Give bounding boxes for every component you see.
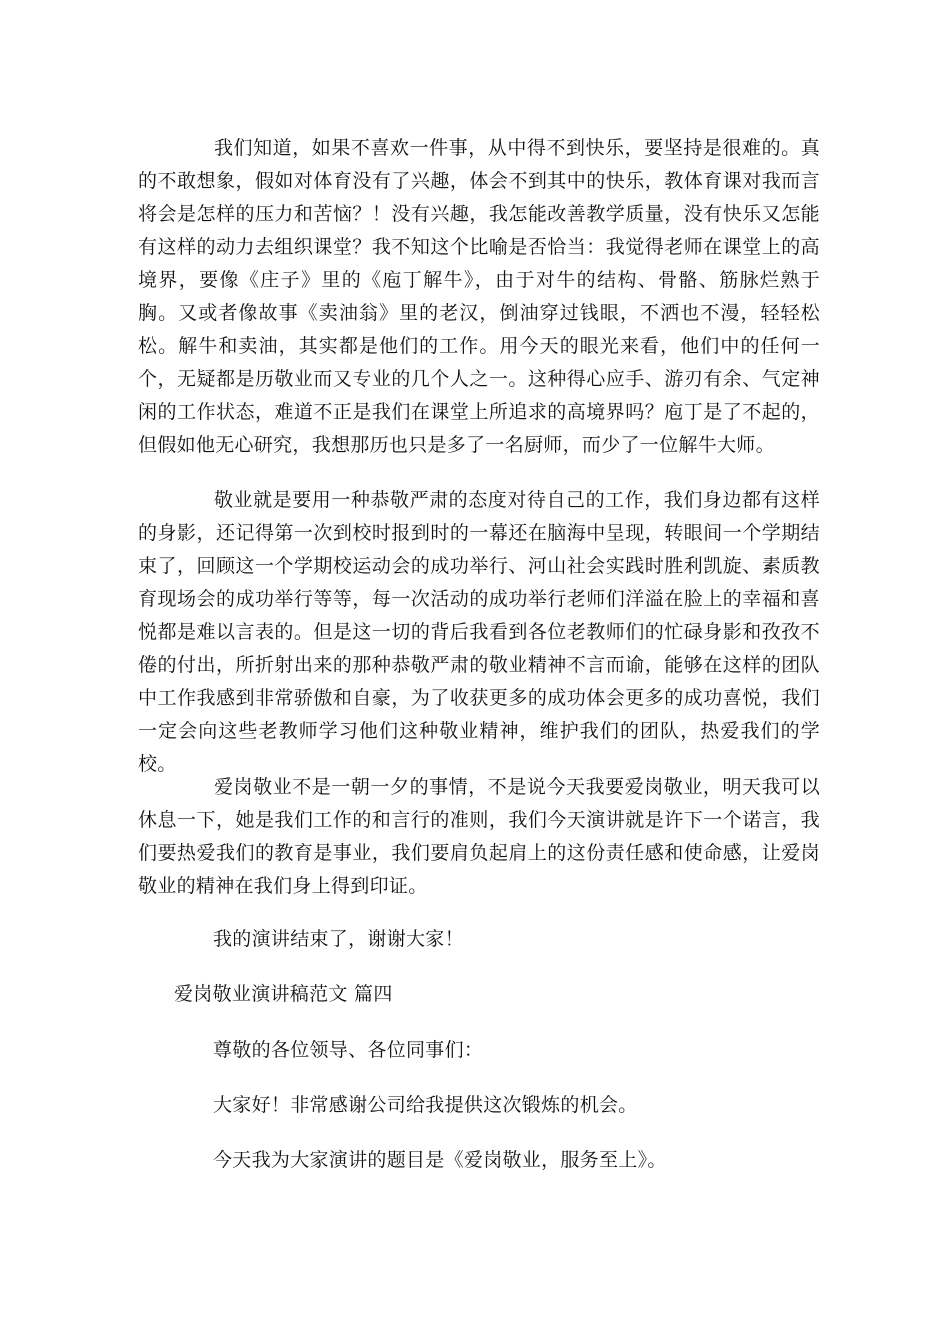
section-heading: 爱岗敬业演讲稿范文 篇四 <box>174 983 393 1005</box>
closing-line: 我的演讲结束了，谢谢大家！ <box>213 928 464 950</box>
greeting-line: 大家好！非常感谢公司给我提供这次锻炼的机会。 <box>213 1094 638 1116</box>
body-paragraph-1: 我们知道，如果不喜欢一件事，从中得不到快乐，要坚持是很难的。真的不敢想象，假如对体育没有了兴趣，体会不到其中的快乐，教体育课对我而言将会是怎样的压力和苦恼？！没有兴趣，我怎能改善教学质量，没有快乐又怎能有这样的动力去组织课堂？我不知这个比喻是否恰当：我觉得老师在课堂上的高境界，要像《庄子》里的《庖丁解牛》，由于对牛的结构、骨骼、筋脉烂熟于胸。又或者像故事《卖油翁》里的老汉，倒油穿过钱眼，不洒也不漫，轻轻松松。解牛和卖油，其实都是他们的工作。用今天的眼光来看，他们中的任何一个，无疑都是历敬业而又专业的几个人之一。这种得心应手、游刃有余、气定神闲的工作状态，难道不正是我们在课堂上所追求的高境界吗？庖丁是了不起的，但假如他无心研究，我想那历也只是多了一名厨师，而少了一位解牛大师。 <box>138 137 820 456</box>
salutation-line: 尊敬的各位领导、各位同事们： <box>213 1039 484 1061</box>
body-paragraph-2: 敬业就是要用一种恭敬严肃的态度对待自己的工作，我们身边都有这样的身影，还记得第一次到校时报到时的一幕还在脑海中呈现，转眼间一个学期结束了，回顾这一个学期校运动会的成功举行、河山社会实践时胜利凯旋、素质教育现场会的成功举行等等，每一次活动的成功举行老师们洋溢在脸上的幸福和喜悦都是难以言表的。但是这一切的背后我看到各位老教师们的忙碌身影和孜孜不倦的付出，所折射出来的那种恭敬严肃的敬业精神不言而谕，能够在这样的团队中工作我感到非常骄傲和自豪，为了收获更多的成功体会更多的成功喜悦，我们一定会向这些老教师学习他们这种敬业精神，维护我们的团队，热爱我们的学校。 <box>138 489 820 775</box>
topic-line: 今天我为大家演讲的题目是《爱岗敬业，服务至上》。 <box>213 1149 667 1171</box>
body-paragraph-3: 爱岗敬业不是一朝一夕的事情，不是说今天我要爱岗敬业，明天我可以休息一下，她是我们工作的和言行的准则，我们今天演讲就是许下一个诺言，我们要热爱我们的教育是事业，我们要肩负起肩上的这份责任感和使命感，让爱岗敬业的精神在我们身上得到印证。 <box>138 776 820 897</box>
